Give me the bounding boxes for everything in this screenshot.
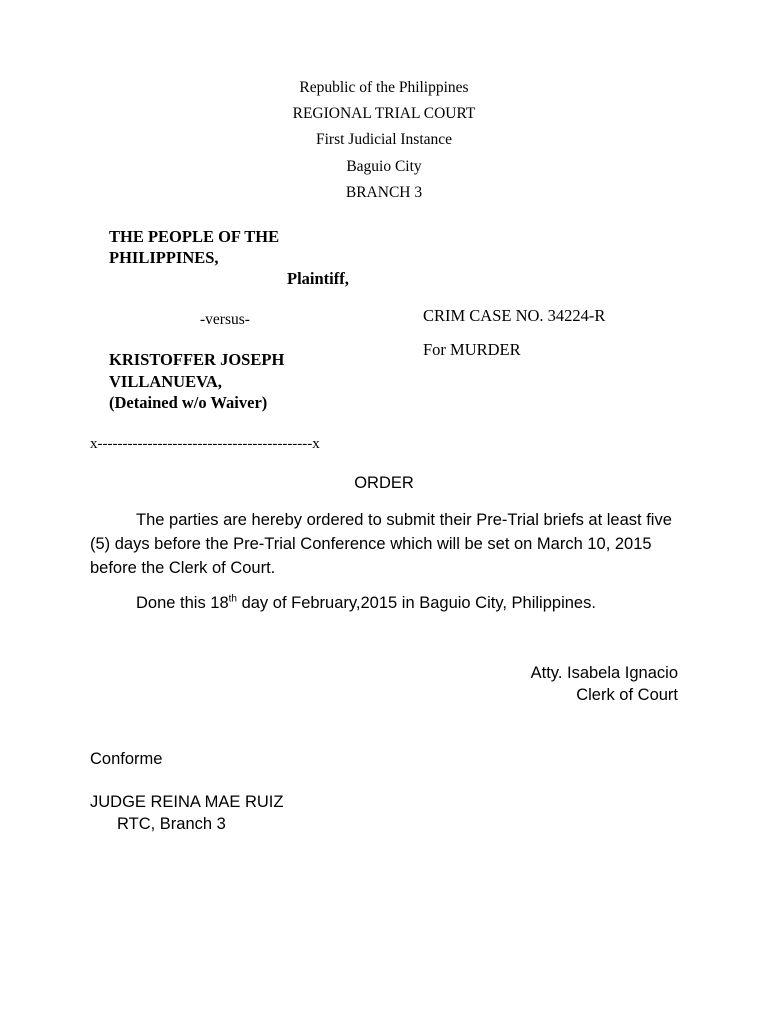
header-city: Baguio City bbox=[346, 158, 422, 175]
done-suffix: day of February,2015 in Baguio City, Philippines. bbox=[237, 594, 596, 612]
accused-name-line2: VILLANUEVA, bbox=[109, 372, 222, 391]
accused-status: (Detained w/o Waiver) bbox=[109, 393, 268, 412]
header-branch: BRANCH 3 bbox=[345, 184, 423, 201]
plaintiff-name-line2: PHILIPPINES, bbox=[109, 248, 219, 267]
header-instance: First Judicial Instance bbox=[315, 131, 453, 148]
order-title: ORDER bbox=[354, 474, 414, 492]
done-prefix: Done this 18 bbox=[136, 594, 229, 612]
judge-title: RTC, Branch 3 bbox=[117, 815, 226, 833]
header-republic: Republic of the Philippines bbox=[299, 79, 469, 96]
plaintiff-role: Plaintiff, bbox=[287, 269, 349, 288]
done-ordinal-suffix: th bbox=[228, 593, 237, 605]
signatory-name: Atty. Isabela Ignacio bbox=[530, 664, 678, 682]
done-line bbox=[136, 594, 596, 613]
case-number: CRIM CASE NO. 34224-R bbox=[423, 306, 606, 325]
judge-name: JUDGE REINA MAE RUIZ bbox=[90, 793, 284, 811]
header-court: REGIONAL TRIAL COURT bbox=[292, 105, 476, 122]
accused-name-line1: KRISTOFFER JOSEPH bbox=[109, 350, 285, 369]
order-paragraph: The parties are hereby ordered to submit their Pre-Trial briefs at least five (5) days before the Pre-Trial Conference which will be set on March 10, 2015 before the Clerk of Court. bbox=[90, 511, 672, 577]
case-charge: For MURDER bbox=[423, 340, 521, 359]
signatory-title: Clerk of Court bbox=[576, 686, 678, 704]
caption-separator: x-------------------------------------------x bbox=[90, 436, 320, 452]
conforme-label: Conforme bbox=[90, 750, 163, 768]
plaintiff-name-line1: THE PEOPLE OF THE bbox=[109, 227, 280, 246]
versus-label: -versus- bbox=[200, 311, 250, 328]
